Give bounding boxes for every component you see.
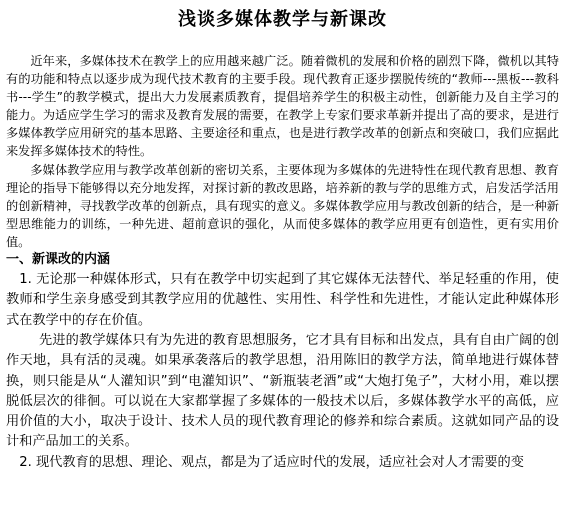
section-paragraph-3: 2. 现代教育的思想、理论、观点，都是为了适应时代的发展，适应社会对人才需要的变: [19, 454, 524, 470]
section-heading: 一、新课改的内涵: [6, 252, 111, 268]
document-title: 浅谈多媒体教学与新课改: [178, 9, 387, 30]
document-page: [6, 0, 559, 473]
body-paragraph-1: 近年来，多媒体技术在教学上的应用越来越广泛。随着微机的发展和价格的剧烈下降，微机以其特有的功能和特点以逐步成为现代技术教育的主要手段。现代教育正逐步摆脱传统的“教师---黑板---教科书---学生”的教学模式，提出大力发展素质教育，提倡培养学生的积极主动性，创新能力及自主学习的能力。为适应学生学习的需求及教育发展的需要，在教学上专家们要求革新并提出了高的要求，是进行多媒体教学应用研究的基本思路、主要途径和重点，也是进行教学改革的创新点和突破口，我们应据此来发挥多媒体技术的特性。: [6, 54, 559, 159]
section-paragraph-1: 1. 无论那一种媒体形式，只有在教学中切实起到了其它媒体无法替代、举足轻重的作用，使教师和学生亲身感受到其教学应用的优越性、实用性、科学性和先进性，才能认定此种媒体形式在教学中的存在价值。: [6, 272, 559, 328]
body-paragraph-2: 多媒体教学应用与教学改革创新的密切关系，主要体现为多媒体的先进特性在现代教育思想、教育理论的指导下能够得以充分地发挥，对探讨新的教改思路，培养新的教与学的思维方式，启发活学活用的创新精神，寻找教学改革的创新点，具有现实的意义。多媒体教学应用与教改创新的结合，是一种新型思维能力的训练，一种先进、超前意识的强化，从而使多媒体的教学应用更有创造性，更有实用价值。: [6, 162, 559, 249]
section-paragraph-2: 先进的教学媒体只有为先进的教育思想服务，它才具有目标和出发点，具有自由广阔的创作天地，具有活的灵魂。如果承袭落后的教学思想，沿用陈旧的教学方法，简单地进行媒体替换，则只能是从“人灌知识”到“电灌知识”、“新瓶装老酒”或“大炮打兔子”，大材小用，难以摆脱低层次的徘徊。可以说在大家都掌握了多媒体的一般技术以后，多媒体教学水平的高低，应用价值的大小，取决于设计、技术人员的现代教育理论的修养和综合素质。这就如同产品的设计和产品加工的关系。: [6, 332, 559, 450]
